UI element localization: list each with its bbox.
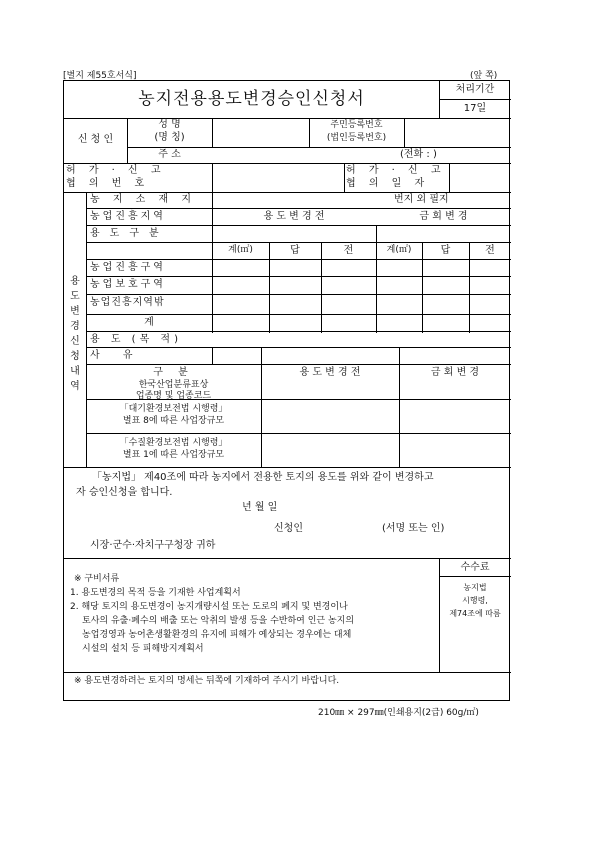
rule	[64, 558, 511, 559]
rule	[212, 118, 213, 147]
rule	[344, 163, 345, 192]
document-item-2-line-1: 2. 해당 토지의 용도변경이 농지개량시설 또는 도로의 폐지 및 변경이나	[70, 602, 348, 612]
document-item-2-line-3: 농업경영과 농어촌생활환경의 유지에 피해가 예상되는 경우에는 대체	[82, 630, 352, 640]
application-date: 년 월 일	[242, 502, 278, 513]
processing-period-label: 처리기간	[455, 84, 495, 95]
rule	[86, 314, 511, 315]
section-label-char: 내	[70, 366, 80, 377]
rule	[86, 208, 511, 209]
name-label: 성 명	[158, 119, 181, 130]
rule	[212, 163, 213, 192]
permit-date-label-2: 협 의 일 자	[346, 178, 430, 189]
id-number-sub-label: (법인등록번호)	[326, 133, 387, 143]
rule	[376, 225, 377, 333]
name-sub-label: (명 칭)	[154, 132, 185, 143]
rule	[86, 331, 511, 332]
current-change-header: 금 회 변 경	[430, 367, 480, 378]
rule	[86, 347, 511, 348]
area-row-label: 계	[144, 317, 154, 328]
processing-period-value: 17일	[463, 103, 487, 114]
addressee: 시장·군수·자치구구청장 귀하	[90, 540, 216, 551]
sub-header-total: 계(㎡)	[386, 245, 412, 255]
rule	[212, 347, 213, 364]
rule	[86, 225, 511, 226]
signature-note: (서명 또는 인)	[382, 523, 445, 534]
business-category-row-line1: 「대기환경보전법 시행령」	[119, 404, 228, 414]
address-label: 주 소	[158, 149, 181, 160]
sub-header-field: 전	[485, 245, 495, 256]
id-number-label: 주민등록번호	[330, 120, 383, 130]
reason-label: 사 유	[90, 350, 143, 361]
paper-spec: 210㎜ × 297㎜(인쇄용지(2급) 60g/㎡)	[318, 708, 479, 718]
sub-header-field: 전	[343, 245, 354, 256]
section-label-char: 도	[70, 291, 80, 302]
permit-number-label-2: 협 의 번 호	[66, 178, 150, 189]
use-purpose-label: 용 도 (목 적)	[90, 334, 182, 345]
rule	[449, 163, 450, 192]
before-change-header: 용 도 변 경 전	[263, 211, 325, 222]
permit-date-label-1: 허 가 · 신 고	[346, 165, 446, 176]
rule	[261, 347, 262, 467]
application-form	[63, 80, 510, 701]
section-label-char: 청	[70, 351, 80, 362]
section-label-char: 신	[70, 336, 80, 347]
fee-basis-line-2: 시행령,	[462, 596, 488, 605]
footer-note: ※ 용도변경하려는 토지의 명세는 뒤쪽에 기재하여 주시기 바랍니다.	[74, 676, 340, 686]
sub-header-paddy: 답	[440, 245, 451, 256]
applicant-label: 신 청 인	[77, 134, 114, 145]
document-item-2-line-2: 토사의 유출·폐수의 배출 또는 악취의 발생 등을 수반하여 인근 농지의	[82, 616, 355, 626]
document-item-1: 1. 용도변경의 목적 등을 기재한 사업계획서	[70, 588, 241, 598]
rule	[127, 147, 511, 148]
rule	[86, 242, 511, 243]
sub-header-paddy: 답	[290, 245, 300, 256]
rule	[64, 467, 511, 468]
rule	[86, 433, 511, 434]
rule	[399, 347, 400, 467]
declaration-line-2: 자 승인신청을 합니다.	[76, 487, 173, 498]
rule	[86, 259, 511, 260]
rule	[86, 276, 511, 277]
business-category-row-line1: 한국산업분류표상	[138, 380, 209, 390]
section-vertical-label	[64, 274, 86, 394]
section-label-char: 경	[70, 321, 80, 332]
form-title: 농지전용용도변경승인신청서	[138, 89, 365, 109]
business-category-row-line2: 별표 1에 따른 사업장규모	[122, 450, 225, 460]
business-category-row-line2: 별표 8에 따른 사업장규모	[122, 416, 225, 426]
rule	[439, 99, 511, 100]
rule	[86, 364, 511, 365]
rule	[439, 118, 511, 119]
rule	[86, 294, 511, 295]
category-header: 구 분	[153, 367, 194, 378]
rule	[64, 672, 511, 673]
rule	[64, 192, 511, 193]
current-change-header: 금 회 변 경	[419, 211, 468, 222]
area-row-label: 농업진흥구역	[90, 262, 166, 273]
area-row-label: 용도구분	[90, 228, 169, 239]
signer-label: 신청인	[274, 523, 303, 534]
before-change-header: 용 도 변 경 전	[299, 367, 361, 378]
lot-count-label: 번지 외 필지	[394, 194, 449, 205]
documents-title: ※ 구비서류	[74, 574, 120, 584]
section-label-char: 변	[70, 306, 80, 317]
permit-number-label-1: 허 가 · 신 고	[66, 165, 166, 176]
rule	[404, 118, 405, 147]
sub-header-total: 계(㎡)	[228, 245, 253, 255]
rule	[439, 576, 511, 577]
business-category-row-line2: 업종명 및 업종코드	[135, 391, 212, 401]
business-category-row-line1: 「수질환경보전법 시행령」	[119, 438, 228, 448]
rule	[64, 118, 439, 119]
area-row-label: 농업진흥지역	[90, 211, 166, 222]
page-side-label: (앞 쪽)	[470, 71, 498, 81]
document-item-2-line-4: 시설의 설치 등 피해방지계획서	[82, 644, 204, 654]
area-row-label: 농업보호구역	[90, 279, 166, 290]
phone-label: (전화 : )	[400, 149, 437, 160]
declaration-line-1: 「농지법」 제40조에 따라 농지에서 전용한 토지의 용도를 위와 같이 변경하고	[92, 472, 434, 483]
land-location-label: 농 지 소 재 지	[90, 194, 197, 205]
rule	[64, 163, 511, 164]
area-row-label: 농업진흥지역밖	[90, 297, 165, 308]
section-label-char: 역	[70, 381, 80, 392]
fee-basis-line-3: 제74조에 따름	[449, 609, 501, 618]
form-number: [별지 제55호서식]	[63, 71, 137, 81]
section-label-char: 용	[70, 276, 80, 287]
fee-title: 수수료	[460, 562, 490, 573]
fee-basis-line-1: 농지법	[463, 583, 487, 592]
